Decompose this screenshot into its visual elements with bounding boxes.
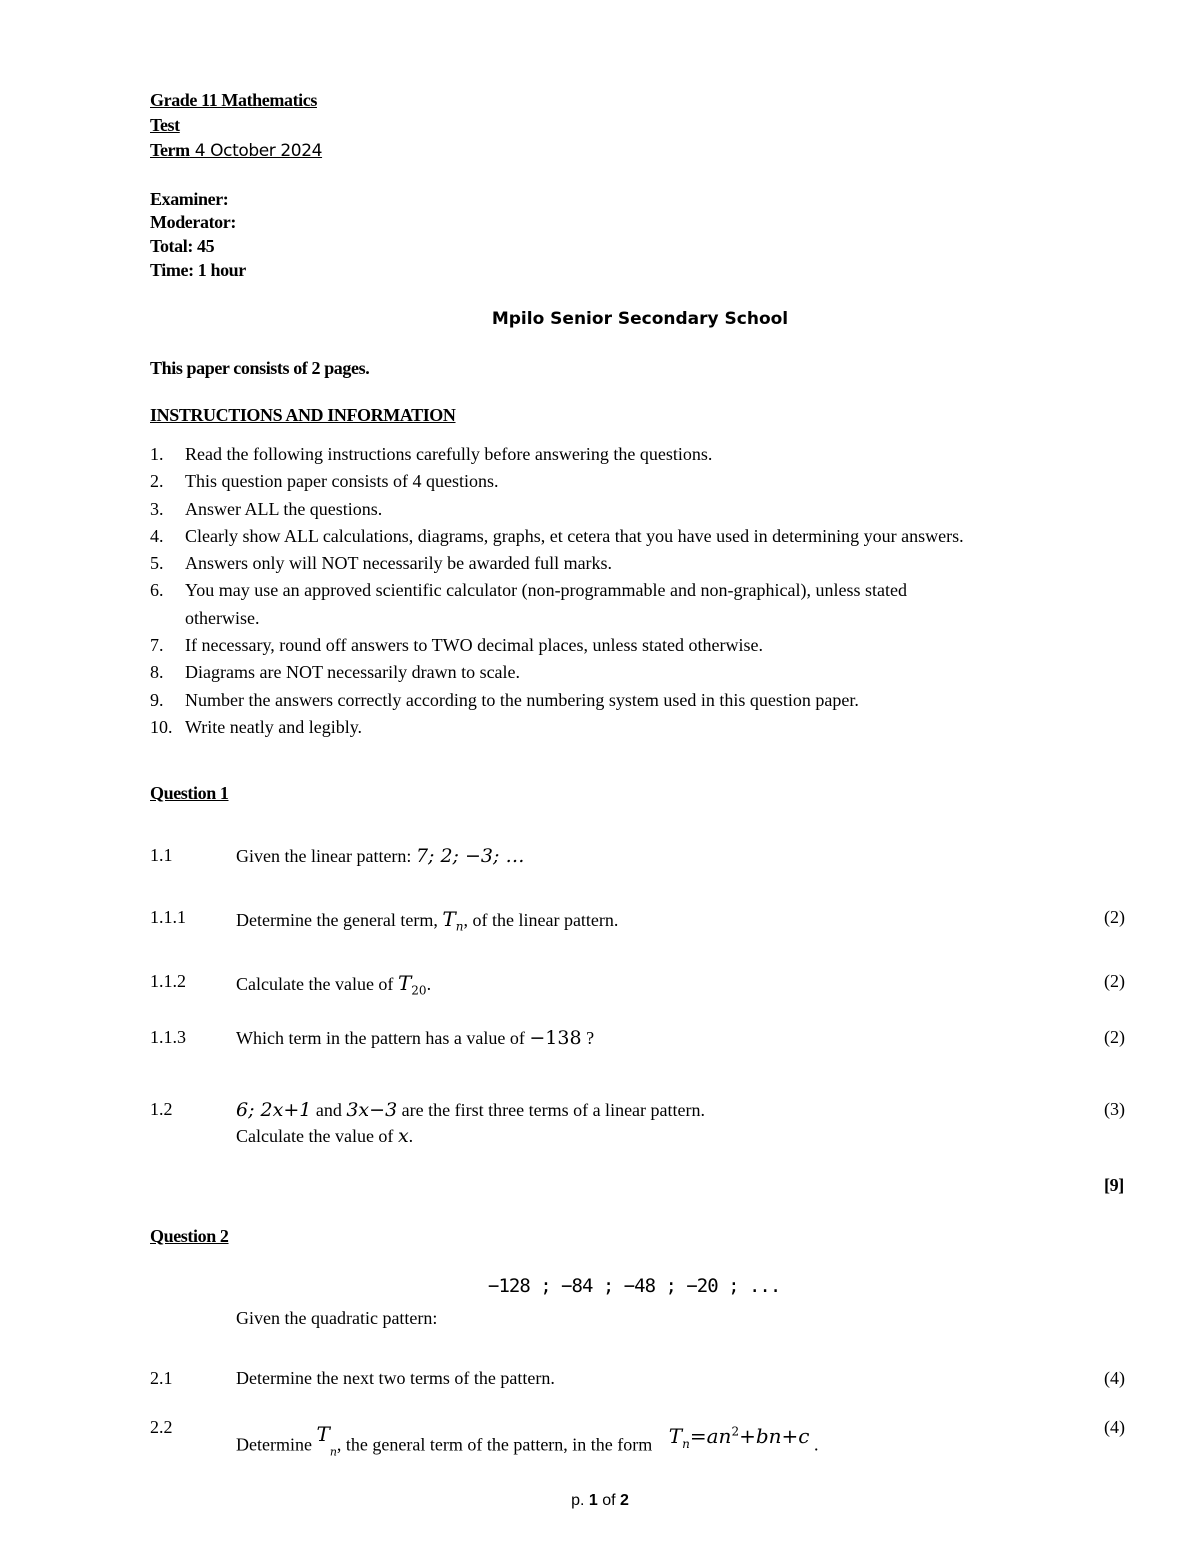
instruction-number: 7. <box>150 635 164 656</box>
instruction-item <box>150 468 964 495</box>
q1-1-1-pre: Determine the general term, <box>236 910 443 930</box>
q1-1-3-marks: (2) <box>1104 1027 1125 1047</box>
q1-1-2-number: 1.1.2 <box>150 971 186 991</box>
instruction-item <box>150 577 964 604</box>
q1-1-3-pre: Which term in the pattern has a value of <box>236 1028 530 1048</box>
instruction-text: If necessary, round off answers to TWO decimal places, unless stated otherwise. <box>185 635 763 656</box>
instruction-item <box>150 523 964 550</box>
instruction-number: 4. <box>150 525 164 546</box>
q1-2-var: x <box>397 1125 409 1147</box>
instruction-item <box>150 441 964 468</box>
q1-2-terms: 6; 2x+1 <box>236 1099 312 1121</box>
q1-1-number: 1.1 <box>150 845 173 865</box>
q1-1-3-post: ? <box>581 1028 595 1048</box>
instruction-item <box>150 605 964 632</box>
instruction-text: Answers only will NOT necessarily be awarded full marks. <box>185 553 613 574</box>
q1-1-3-text <box>236 1027 594 1049</box>
q1-2-line2 <box>236 1125 413 1147</box>
footer-mid: of <box>597 1492 621 1509</box>
question-2-title: Question 2 <box>150 1226 229 1246</box>
q1-1-2-pre: Calculate the value of <box>236 974 398 994</box>
q1-1-1-number: 1.1.1 <box>150 907 186 927</box>
moderator-label: Moderator: <box>150 212 236 232</box>
q1-2-line2-pre: Calculate the value of <box>236 1126 398 1146</box>
question-1-title: Question 1 <box>150 783 229 803</box>
q2-1-marks: (4) <box>1104 1368 1125 1388</box>
instruction-item <box>150 550 964 577</box>
q1-1-1-var: T <box>442 907 456 931</box>
q2-2-post: . <box>809 1434 819 1455</box>
q1-1-1-text <box>236 907 618 934</box>
total-marks: Total: 45 <box>150 236 215 256</box>
instruction-text: This question paper consists of 4 questions. <box>185 471 499 492</box>
pages-note: This paper consists of 2 pages. <box>150 358 370 378</box>
q1-2-number: 1.2 <box>150 1099 173 1119</box>
q2-1-number: 2.1 <box>150 1368 173 1388</box>
instruction-number: 8. <box>150 662 164 683</box>
instruction-number: 2. <box>150 471 164 492</box>
instruction-text: Number the answers correctly according to the numbering system used in this question paper. <box>185 689 859 710</box>
q1-2-marks: (3) <box>1104 1099 1125 1119</box>
q1-1-2-text <box>236 971 431 998</box>
instruction-number: 10. <box>150 716 173 737</box>
instruction-item <box>150 496 964 523</box>
formula-exponent: 2 <box>731 1424 740 1438</box>
q1-1-2-post: . <box>426 974 432 994</box>
instruction-number: 6. <box>150 580 164 601</box>
instruction-number: 1. <box>150 444 164 464</box>
instruction-number: 9. <box>150 689 164 710</box>
q1-1-1-marks: (2) <box>1104 907 1125 927</box>
q1-1-3-number: 1.1.3 <box>150 1027 186 1047</box>
q1-2-and: and <box>311 1100 347 1120</box>
q1-total: [9] <box>1104 1175 1124 1195</box>
footer-page: 1 <box>588 1492 598 1509</box>
q1-2-line2-post: . <box>408 1126 414 1146</box>
q2-1-text: Determine the next two terms of the pattern. <box>236 1368 555 1388</box>
q1-1-2-var: T <box>397 971 412 995</box>
q1-1-1-sub: n <box>455 919 464 934</box>
formula-rhs-b: +bn+c <box>739 1423 810 1448</box>
formula-lhs: T <box>668 1423 683 1448</box>
time-allowed: Time: 1 hour <box>150 260 246 280</box>
instruction-text: Write neatly and legibly. <box>185 716 363 737</box>
instructions-title: INSTRUCTIONS AND INFORMATION <box>150 405 456 425</box>
q1-1-3-value: −138 <box>529 1027 582 1049</box>
instruction-text: Diagrams are NOT necessarily drawn to scale. <box>185 662 521 683</box>
q2-2-marks: (4) <box>1104 1417 1125 1437</box>
examiner-label: Examiner: <box>150 189 229 209</box>
q1-2-post: are the first three terms of a linear pattern. <box>397 1100 706 1120</box>
instructions-list <box>150 441 964 741</box>
formula-rhs-a: =an <box>689 1423 732 1448</box>
instruction-text: Clearly show ALL calculations, diagrams, graphs, et cetera that you have used in determining your answers. <box>185 525 964 546</box>
instruction-text: Answer ALL the questions. <box>185 498 383 519</box>
instruction-item <box>150 687 964 714</box>
instruction-text: otherwise. <box>185 607 260 628</box>
q1-2-text <box>236 1099 705 1121</box>
instruction-item <box>150 714 964 741</box>
school-name: Mpilo Senior Secondary School <box>491 309 789 329</box>
q1-1-1-post: , of the linear pattern. <box>463 910 619 930</box>
q1-1-pattern: 7; 2; −3; … <box>415 845 525 867</box>
term-label: Term <box>150 140 190 160</box>
q2-2-sub: n <box>329 1445 337 1459</box>
page-footer <box>0 1492 1200 1510</box>
subject-title: Grade 11 Mathematics <box>150 90 317 110</box>
q2-2-number: 2.2 <box>150 1417 173 1437</box>
footer-total: 2 <box>620 1492 629 1509</box>
q2-2-formula <box>668 1423 810 1451</box>
q2-pattern: −128 ; −84 ; −48 ; −20 ; ... <box>488 1275 781 1297</box>
instruction-text: You may use an approved scientific calculator (non-programmable and non-graphical), unless stated <box>185 580 907 601</box>
q1-1-text <box>236 845 524 867</box>
term-date-text: 4 October 2024 <box>189 141 323 161</box>
q1-1-2-sub: 20 <box>411 983 427 998</box>
formula-sub: n <box>682 1436 690 1451</box>
instruction-number: 3. <box>150 498 164 519</box>
instruction-number: 5. <box>150 553 164 574</box>
q2-2-text <box>236 1414 818 1477</box>
term-date <box>150 140 322 161</box>
q1-2-term3: 3x−3 <box>346 1099 398 1121</box>
instruction-text: Read the following instructions carefully before answering the questions. <box>185 444 713 464</box>
q2-2-pre: Determine <box>236 1434 317 1455</box>
q2-2-var: T <box>316 1421 330 1446</box>
test-label: Test <box>150 115 180 135</box>
instruction-item <box>150 632 964 659</box>
q1-1-2-marks: (2) <box>1104 971 1125 991</box>
q2-2-mid: , the general term of the pattern, in the form <box>336 1434 657 1455</box>
instruction-item <box>150 659 964 686</box>
q1-1-prompt: Given the linear pattern: <box>236 846 416 866</box>
q2-given: Given the quadratic pattern: <box>236 1308 438 1328</box>
footer-prefix: p. <box>571 1492 589 1509</box>
